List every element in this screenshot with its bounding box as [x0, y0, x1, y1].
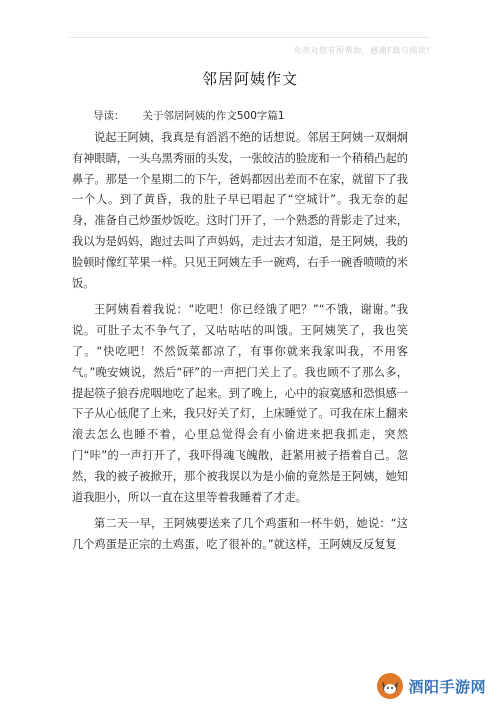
fox-logo-icon — [376, 672, 404, 700]
paragraph-3: 第二天一早，王阿姨要送来了几个鸡蛋和一杯牛奶，她说：“这几个鸡蛋是正宗的土鸡蛋，吃了很补的。”就这样，王阿姨反反复复 — [72, 517, 408, 552]
watermark — [366, 670, 486, 702]
header-note: 免责对您有所帮助，感谢F载与阅读! — [293, 46, 430, 55]
intro-line — [93, 108, 413, 124]
intro-label: 导读： — [93, 110, 125, 122]
watermark-text: 酒阳手游网 — [408, 677, 486, 696]
paragraph-1: 说起王阿姨，我真是有滔滔不绝的话想说。邻居王阿姨一双炯炯有神眼睛，一头乌黑秀丽的头发，一张皎洁的脸庞和一个稍稍凸起的鼻子。那是一个星期二的下午，爸妈都因出差而不在家，就留下了我一个人。到了黄昏，我的肚子早已唱起了“空城计”。我无奈的起身，准备自己炒蛋炒饭吃。这时门开了，一个熟悉的背影走了过来，我以为是妈妈，跑过去叫了声妈妈，走过去才知道，是王阿姨，我的脸顿时像红苹果一样。只见王阿姨左手一碗鸡，右手一碗香喷喷的米饭。 — [72, 131, 408, 290]
intro-text: 关于邻居阿姨的作文500字篇1 — [142, 110, 285, 122]
paragraph-2: 王阿姨看着我说：“吃吧！你已经饿了吧？”“不饿，谢谢。”我说。可肚子太不争气了，又咕咕咕的叫饿。王阿姨笑了，我也笑了。“快吃吧！不然饭菜都凉了，有事你就来我家叫我，不用客气。”晚安姨说，然后“砰”的一声把门关上了。我也顾不了那么多，提起筷子狼吞虎咽地吃了起来。到了晚上，心中的寂寞感和恐惧感一下子从心低爬了上来，我只好关了灯，上床睡觉了。可我在床上翻来滚去怎么也睡不着，心里总觉得会有小偷进来把我抓走，突然门“咔”的一声打开了，我吓得魂飞魄散，赶紧用被子捂着自己。忽然，我的被子被掀开，那个被我误以为是小偷的竟然是王阿姨，她知道我胆小，所以一直在这里等着我睡着了才走。 — [72, 303, 408, 504]
top-divider — [70, 37, 430, 38]
page-title: 邻居阿姨作文 — [201, 70, 298, 88]
article-body — [72, 128, 408, 556]
